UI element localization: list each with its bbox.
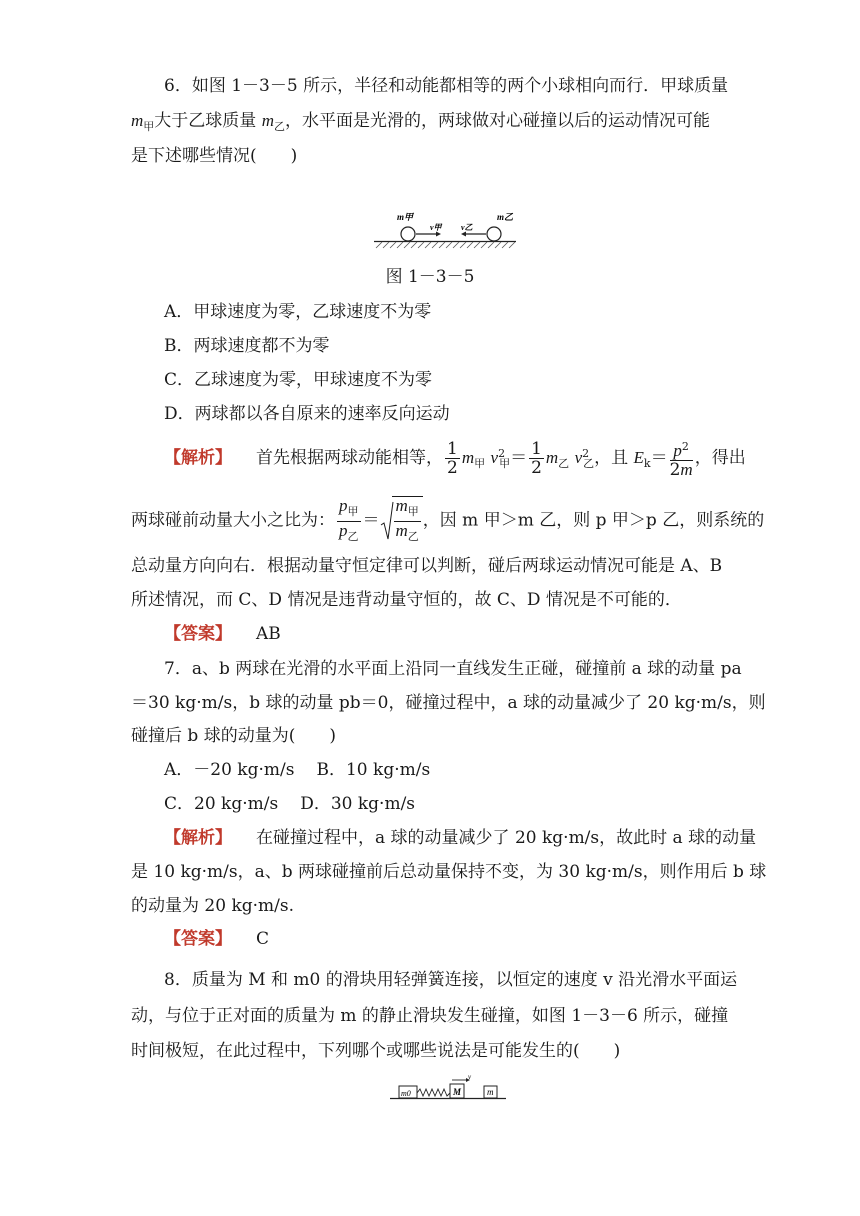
sqrt-mass-ratio: $\frac{m_甲}{m_乙}$ xyxy=(380,496,423,546)
ball-jia xyxy=(401,227,415,241)
q6-option-d: D．两球都以各自原来的速率反向运动 xyxy=(164,404,450,424)
q6-answer: 【答案】 AB xyxy=(164,624,281,644)
q8-stem-line2: 动，与位于正对面的质量为 m 的静止滑块发生碰撞，如图 1－3－6 所示，碰撞 xyxy=(131,1006,729,1026)
fraction-half: $\frac{1}{2}$ xyxy=(447,439,458,478)
m0-label: m0 xyxy=(401,1089,411,1098)
m1-label: m甲 xyxy=(397,212,414,222)
q6-option-a: A．甲球速度为零，乙球速度不为零 xyxy=(164,302,432,322)
q7-analysis-line2: 是 10 kg·m/s，a、b 两球碰撞前后总动量保持不变，为 30 kg·m/s，则作用后 b 球 xyxy=(131,862,767,882)
q6-analysis-line4: 所述情况，而 C、D 情况是违背动量守恒的，故 C、D 情况是不可能的． xyxy=(131,590,682,610)
v1-label: v甲 xyxy=(430,223,442,232)
q6-stem-line1: 6．如图 1－3－5 所示，半径和动能都相等的两个小球相向而行．甲球质量 xyxy=(164,76,729,96)
q6-analysis-line2: 两球碰前动量大小之比为： $\frac{p_甲}{p_乙}$ ＝ $\frac{m_甲}{m_乙}$ ，因 m 甲＞m 乙，则 p 甲＞p 乙，则系统的 xyxy=(131,496,764,546)
analysis-tag: 【解析】 xyxy=(164,448,232,468)
ball-yi xyxy=(487,227,501,241)
q6-analysis-line1: 【解析】 首先根据两球动能相等， $\frac{1}{2}$ $m_甲$ $v^2_甲=$ $\frac{1}{2}$ $m_乙$ $v^2_乙$，且 $E_k=$ $\frac{p^2}{2m}$ ，得出 xyxy=(164,439,746,480)
q6-option-c: C．乙球速度为零，甲球速度不为零 xyxy=(164,370,433,390)
q7-options-cd: C．20 kg·m/s D．30 kg·m/s xyxy=(164,794,416,814)
fraction-p2-2m: $\frac{p^2}{2m}$ xyxy=(669,440,693,480)
v2-label: v乙 xyxy=(461,223,473,232)
m-label: m xyxy=(487,1087,494,1097)
q6-stem-line2: $m_甲$大于乙球质量 $m_乙$，水平面是光滑的，两球做对心碰撞以后的运动情况可能 xyxy=(131,111,710,133)
q7-stem-line3: 碰撞后 b 球的动量为( ) xyxy=(131,726,336,746)
q7-stem-line1: 7．a、b 两球在光滑的水平面上沿同一直线发生正碰，碰撞前 a 球的动量 pa xyxy=(164,659,742,679)
spring xyxy=(417,1089,450,1096)
q7-answer: 【答案】 C xyxy=(164,929,270,949)
m2-label: m乙 xyxy=(497,212,514,222)
q7-analysis-line3: 的动量为 20 kg·m/s. xyxy=(131,896,295,916)
M-label: M xyxy=(453,1087,462,1097)
q6-option-b: B．两球速度都不为零 xyxy=(164,336,330,356)
q7-options-ab: A．－20 kg·m/s B．10 kg·m/s xyxy=(164,760,431,780)
figure-1-3-6 xyxy=(388,1074,508,1106)
q6-analysis-line3: 总动量方向向右．根据动量守恒定律可以判断，碰后两球运动情况可能是 A、B xyxy=(131,556,723,576)
q7-analysis-line1: 【解析】 在碰撞过程中，a 球的动量减少了 20 kg·m/s，故此时 a 球的动量 xyxy=(164,828,757,848)
figure-caption: 图 1－3－5 xyxy=(385,267,475,287)
q7-stem-line2: ＝30 kg·m/s，b 球的动量 pb＝0，碰撞过程中，a 球的动量减少了 20 kg·m/s，则 xyxy=(131,693,766,713)
q6-stem-line3: 是下述哪些情况( ) xyxy=(131,146,298,166)
q8-stem-line3: 时间极短，在此过程中，下列哪个或哪些说法是可能发生的( ) xyxy=(131,1041,621,1061)
fraction-p-ratio: $\frac{p_甲}{p_乙}$ xyxy=(339,495,359,543)
answer-tag: 【答案】 xyxy=(164,624,232,644)
figure-1-3-5 xyxy=(370,204,520,254)
v-label: v xyxy=(468,1074,472,1081)
ground-hatching xyxy=(376,242,515,248)
q8-stem-line1: 8．质量为 M 和 m0 的滑块用轻弹簧连接，以恒定的速度 v 沿光滑水平面运 xyxy=(164,970,738,990)
